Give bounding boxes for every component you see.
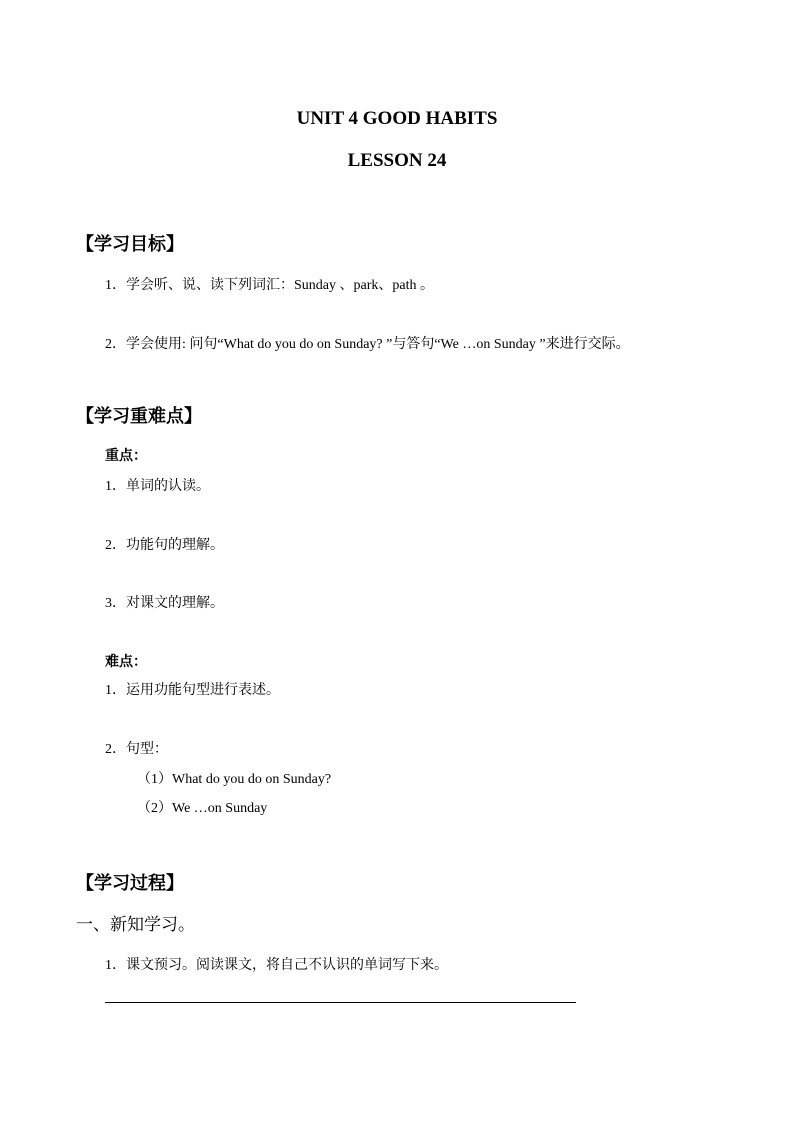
process-heading: 【学习过程】 [76,873,184,893]
part-one-heading: 一、新知学习。 [76,915,195,934]
focus-label: 重点： [105,449,147,464]
difficulty-item: 1．运用功能句型进行表述。 [105,683,280,698]
objective-item: 2．学会使用: 问句“What do you do on Sunday? ”与答句“We …on Sunday ”来进行交际。 [105,337,630,352]
unit-title: UNIT 4 GOOD HABITS [296,108,498,129]
difficulty-item: 2．句型： [105,742,168,757]
difficulty-label: 难点： [105,655,147,670]
objective-item: 1．学会听、说、读下列词汇：Sunday 、park、path 。 [105,278,434,293]
lesson-title: LESSON 24 [347,150,447,171]
focus-item: 2．功能句的理解。 [105,538,224,553]
sentence-pattern: （2）We …on Sunday [137,801,268,816]
sentence-pattern: （1）What do you do on Sunday? [137,772,332,787]
answer-line[interactable] [105,1002,576,1003]
objectives-heading: 【学习目标】 [76,234,184,254]
focus-item: 1．单词的认读。 [105,479,210,494]
focus-item: 3．对课文的理解。 [105,596,224,611]
key-points-heading: 【学习重难点】 [76,406,202,426]
step-one-instruction: 1．课文预习。阅读课文，将自己不认识的单词写下来。 [105,958,448,973]
